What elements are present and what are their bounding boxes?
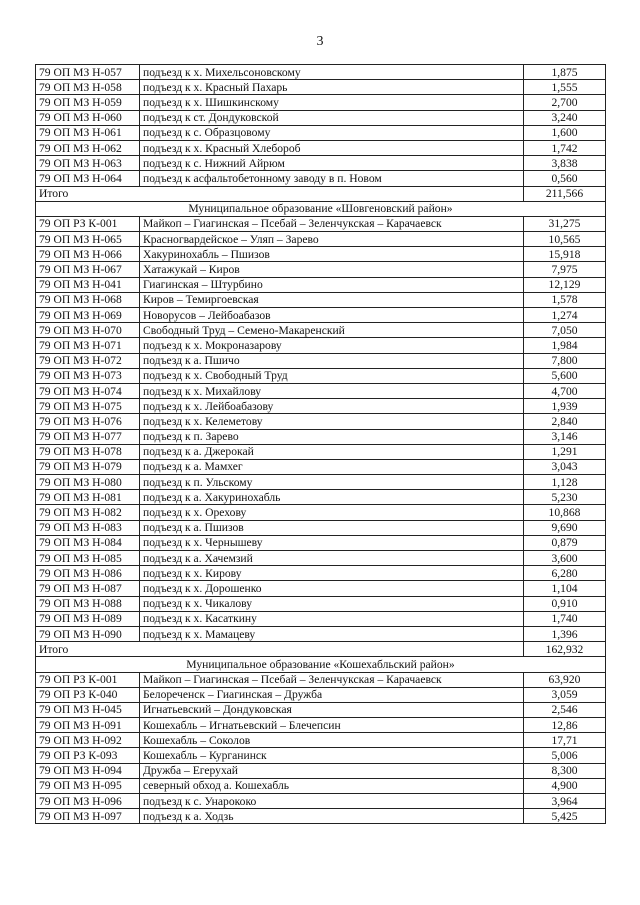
section-header-row: [36, 201, 606, 216]
table-row: [36, 505, 606, 520]
table-row: [36, 566, 606, 581]
road-name-cell: Кошехабль – Курганинск: [140, 748, 524, 763]
road-length-cell: 3,240: [524, 110, 606, 125]
road-name-cell: подъезд к х. Касаткину: [140, 611, 524, 626]
road-name-cell: подъезд к х. Дорошенко: [140, 581, 524, 596]
road-code-cell: 79 ОП МЗ Н-092: [36, 733, 140, 748]
road-length-cell: 1,740: [524, 611, 606, 626]
total-length: 211,566: [524, 186, 606, 201]
road-code-cell: 79 ОП РЗ К-093: [36, 748, 140, 763]
road-length-cell: 5,230: [524, 490, 606, 505]
road-name-cell: подъезд к х. Мокроназарову: [140, 338, 524, 353]
road-code-cell: 79 ОП МЗ Н-057: [36, 65, 140, 80]
road-code-cell: 79 ОП МЗ Н-097: [36, 809, 140, 824]
road-length-cell: 12,129: [524, 277, 606, 292]
road-name-cell: подъезд к а. Ходзь: [140, 809, 524, 824]
road-name-cell: подъезд к х. Чернышеву: [140, 535, 524, 550]
road-code-cell: 79 ОП МЗ Н-086: [36, 566, 140, 581]
table-row: [36, 399, 606, 414]
road-length-cell: 2,546: [524, 702, 606, 717]
road-code-cell: 79 ОП МЗ Н-074: [36, 383, 140, 398]
table-row: [36, 65, 606, 80]
road-length-cell: 17,71: [524, 733, 606, 748]
table-row: [36, 809, 606, 824]
road-length-cell: 1,555: [524, 80, 606, 95]
road-code-cell: 79 ОП МЗ Н-076: [36, 414, 140, 429]
road-name-cell: подъезд к х. Лейбоабазову: [140, 399, 524, 414]
road-length-cell: 3,600: [524, 551, 606, 566]
road-name-cell: подъезд к х. Кирову: [140, 566, 524, 581]
road-length-cell: 10,565: [524, 232, 606, 247]
road-length-cell: 0,560: [524, 171, 606, 186]
road-length-cell: 2,840: [524, 414, 606, 429]
table-row: [36, 232, 606, 247]
road-name-cell: Красногвардейское – Уляп – Зарево: [140, 232, 524, 247]
road-code-cell: 79 ОП МЗ Н-078: [36, 444, 140, 459]
table-row: [36, 794, 606, 809]
road-length-cell: 7,975: [524, 262, 606, 277]
total-length: 162,932: [524, 642, 606, 657]
road-length-cell: 3,964: [524, 794, 606, 809]
road-length-cell: 1,578: [524, 292, 606, 307]
table-row: [36, 308, 606, 323]
table-row: [36, 353, 606, 368]
road-code-cell: 79 ОП МЗ Н-095: [36, 778, 140, 793]
road-code-cell: 79 ОП МЗ Н-063: [36, 156, 140, 171]
road-name-cell: Дружба – Егерухай: [140, 763, 524, 778]
table-row: [36, 672, 606, 687]
road-name-cell: подъезд к х. Орехову: [140, 505, 524, 520]
road-length-cell: 0,910: [524, 596, 606, 611]
road-code-cell: 79 ОП МЗ Н-089: [36, 611, 140, 626]
table-row: [36, 80, 606, 95]
road-code-cell: 79 ОП МЗ Н-085: [36, 551, 140, 566]
road-code-cell: 79 ОП МЗ Н-041: [36, 277, 140, 292]
road-name-cell: подъезд к а. Пшизов: [140, 520, 524, 535]
road-length-cell: 1,274: [524, 308, 606, 323]
road-name-cell: подъезд к п. Ульскому: [140, 475, 524, 490]
road-name-cell: Хакуринохабль – Пшизов: [140, 247, 524, 262]
road-length-cell: 3,059: [524, 687, 606, 702]
table-row: [36, 125, 606, 140]
road-name-cell: подъезд к х. Михельсоновскому: [140, 65, 524, 80]
road-name-cell: подъезд к а. Хакуринохабль: [140, 490, 524, 505]
road-name-cell: подъезд к с. Нижний Айрюм: [140, 156, 524, 171]
road-name-cell: Майкоп – Гиагинская – Псебай – Зеленчукская – Карачаевск: [140, 216, 524, 231]
section-title: Муниципальное образование «Кошехабльский район»: [36, 657, 606, 672]
road-length-cell: 1,104: [524, 581, 606, 596]
table-row: [36, 140, 606, 155]
total-label: Итого: [36, 642, 524, 657]
table-row: [36, 414, 606, 429]
road-code-cell: 79 ОП РЗ К-001: [36, 216, 140, 231]
roads-table: [35, 64, 606, 824]
table-row: [36, 475, 606, 490]
road-code-cell: 79 ОП МЗ Н-060: [36, 110, 140, 125]
road-name-cell: Свободный Труд – Семено-Макаренский: [140, 323, 524, 338]
table-row: [36, 171, 606, 186]
road-code-cell: 79 ОП МЗ Н-081: [36, 490, 140, 505]
table-row: [36, 778, 606, 793]
road-code-cell: 79 ОП МЗ Н-090: [36, 626, 140, 641]
road-length-cell: 1,396: [524, 626, 606, 641]
road-length-cell: 1,128: [524, 475, 606, 490]
road-code-cell: 79 ОП МЗ Н-080: [36, 475, 140, 490]
road-name-cell: подъезд к х. Чикалову: [140, 596, 524, 611]
road-length-cell: 1,984: [524, 338, 606, 353]
road-name-cell: подъезд к асфальтобетонному заводу в п. Новом: [140, 171, 524, 186]
road-code-cell: 79 ОП МЗ Н-068: [36, 292, 140, 307]
road-name-cell: подъезд к х. Красный Хлебороб: [140, 140, 524, 155]
road-name-cell: Майкоп – Гиагинская – Псебай – Зеленчукская – Карачаевск: [140, 672, 524, 687]
table-row: [36, 444, 606, 459]
table-row: [36, 368, 606, 383]
table-row: [36, 323, 606, 338]
road-length-cell: 1,600: [524, 125, 606, 140]
road-code-cell: 79 ОП МЗ Н-059: [36, 95, 140, 110]
road-name-cell: подъезд к а. Хачемзий: [140, 551, 524, 566]
road-name-cell: подъезд к ст. Дондуковской: [140, 110, 524, 125]
road-name-cell: подъезд к х. Шишкинскому: [140, 95, 524, 110]
table-row: [36, 110, 606, 125]
road-length-cell: 1,291: [524, 444, 606, 459]
road-name-cell: Белореченск – Гиагинская – Дружба: [140, 687, 524, 702]
road-code-cell: 79 ОП МЗ Н-067: [36, 262, 140, 277]
road-code-cell: 79 ОП РЗ К-040: [36, 687, 140, 702]
road-name-cell: Хатажукай – Киров: [140, 262, 524, 277]
total-row: [36, 186, 606, 201]
road-length-cell: 5,006: [524, 748, 606, 763]
table-row: [36, 763, 606, 778]
road-name-cell: подъезд к х. Свободный Труд: [140, 368, 524, 383]
table-row: [36, 596, 606, 611]
road-code-cell: 79 ОП МЗ Н-073: [36, 368, 140, 383]
table-row: [36, 520, 606, 535]
table-row: [36, 718, 606, 733]
road-code-cell: 79 ОП МЗ Н-082: [36, 505, 140, 520]
road-name-cell: Киров – Темиргоевская: [140, 292, 524, 307]
road-length-cell: 31,275: [524, 216, 606, 231]
table-row: [36, 338, 606, 353]
road-length-cell: 7,050: [524, 323, 606, 338]
road-code-cell: 79 ОП МЗ Н-084: [36, 535, 140, 550]
road-code-cell: 79 ОП МЗ Н-077: [36, 429, 140, 444]
table-row: [36, 262, 606, 277]
table-row: [36, 156, 606, 171]
table-row: [36, 551, 606, 566]
road-code-cell: 79 ОП МЗ Н-083: [36, 520, 140, 535]
road-code-cell: 79 ОП МЗ Н-062: [36, 140, 140, 155]
table-row: [36, 216, 606, 231]
road-code-cell: 79 ОП МЗ Н-091: [36, 718, 140, 733]
table-row: [36, 733, 606, 748]
table-row: [36, 459, 606, 474]
table-row: [36, 277, 606, 292]
road-name-cell: подъезд к х. Келеметову: [140, 414, 524, 429]
road-code-cell: 79 ОП МЗ Н-071: [36, 338, 140, 353]
road-length-cell: 12,86: [524, 718, 606, 733]
road-name-cell: подъезд к с. Унарококо: [140, 794, 524, 809]
table-row: [36, 490, 606, 505]
road-name-cell: подъезд к х. Мамацеву: [140, 626, 524, 641]
road-name-cell: Новорусов – Лейбоабазов: [140, 308, 524, 323]
road-code-cell: 79 ОП МЗ Н-064: [36, 171, 140, 186]
road-length-cell: 4,900: [524, 778, 606, 793]
road-length-cell: 2,700: [524, 95, 606, 110]
road-code-cell: 79 ОП МЗ Н-094: [36, 763, 140, 778]
road-name-cell: подъезд к х. Красный Пахарь: [140, 80, 524, 95]
table-row: [36, 535, 606, 550]
table-row: [36, 748, 606, 763]
section-title: Муниципальное образование «Шовгеновский район»: [36, 201, 606, 216]
total-row: [36, 642, 606, 657]
road-code-cell: 79 ОП МЗ Н-061: [36, 125, 140, 140]
road-length-cell: 7,800: [524, 353, 606, 368]
road-length-cell: 5,600: [524, 368, 606, 383]
road-length-cell: 63,920: [524, 672, 606, 687]
road-length-cell: 15,918: [524, 247, 606, 262]
table-row: [36, 687, 606, 702]
table-row: [36, 611, 606, 626]
road-name-cell: Кошехабль – Соколов: [140, 733, 524, 748]
road-name-cell: подъезд к п. Зарево: [140, 429, 524, 444]
road-length-cell: 8,300: [524, 763, 606, 778]
road-code-cell: 79 ОП РЗ К-001: [36, 672, 140, 687]
table-row: [36, 702, 606, 717]
road-length-cell: 1,939: [524, 399, 606, 414]
road-length-cell: 6,280: [524, 566, 606, 581]
road-name-cell: Гиагинская – Штурбино: [140, 277, 524, 292]
road-code-cell: 79 ОП МЗ Н-058: [36, 80, 140, 95]
road-name-cell: Кошехабль – Игнатьевский – Блечепсин: [140, 718, 524, 733]
road-name-cell: северный обход а. Кошехабль: [140, 778, 524, 793]
page-number: 3: [316, 34, 324, 49]
road-name-cell: подъезд к а. Джерокай: [140, 444, 524, 459]
road-code-cell: 79 ОП МЗ Н-096: [36, 794, 140, 809]
road-length-cell: 1,742: [524, 140, 606, 155]
road-length-cell: 1,875: [524, 65, 606, 80]
road-length-cell: 3,838: [524, 156, 606, 171]
table-row: [36, 429, 606, 444]
road-code-cell: 79 ОП МЗ Н-066: [36, 247, 140, 262]
road-length-cell: 10,868: [524, 505, 606, 520]
road-length-cell: 3,043: [524, 459, 606, 474]
road-code-cell: 79 ОП МЗ Н-072: [36, 353, 140, 368]
section-header-row: [36, 657, 606, 672]
road-name-cell: подъезд к х. Михайлову: [140, 383, 524, 398]
road-length-cell: 9,690: [524, 520, 606, 535]
road-code-cell: 79 ОП МЗ Н-045: [36, 702, 140, 717]
table-row: [36, 383, 606, 398]
road-length-cell: 4,700: [524, 383, 606, 398]
road-length-cell: 3,146: [524, 429, 606, 444]
road-name-cell: подъезд к а. Пшичо: [140, 353, 524, 368]
table-row: [36, 581, 606, 596]
table-row: [36, 95, 606, 110]
table-row: [36, 247, 606, 262]
road-code-cell: 79 ОП МЗ Н-087: [36, 581, 140, 596]
road-code-cell: 79 ОП МЗ Н-070: [36, 323, 140, 338]
road-length-cell: 0,879: [524, 535, 606, 550]
road-name-cell: подъезд к с. Образцовому: [140, 125, 524, 140]
road-code-cell: 79 ОП МЗ Н-075: [36, 399, 140, 414]
table-row: [36, 626, 606, 641]
road-length-cell: 5,425: [524, 809, 606, 824]
table-row: [36, 292, 606, 307]
road-code-cell: 79 ОП МЗ Н-079: [36, 459, 140, 474]
road-code-cell: 79 ОП МЗ Н-069: [36, 308, 140, 323]
road-name-cell: подъезд к а. Мамхег: [140, 459, 524, 474]
total-label: Итого: [36, 186, 524, 201]
roads-table-body: [36, 65, 606, 824]
road-code-cell: 79 ОП МЗ Н-065: [36, 232, 140, 247]
road-name-cell: Игнатьевский – Дондуковская: [140, 702, 524, 717]
road-code-cell: 79 ОП МЗ Н-088: [36, 596, 140, 611]
